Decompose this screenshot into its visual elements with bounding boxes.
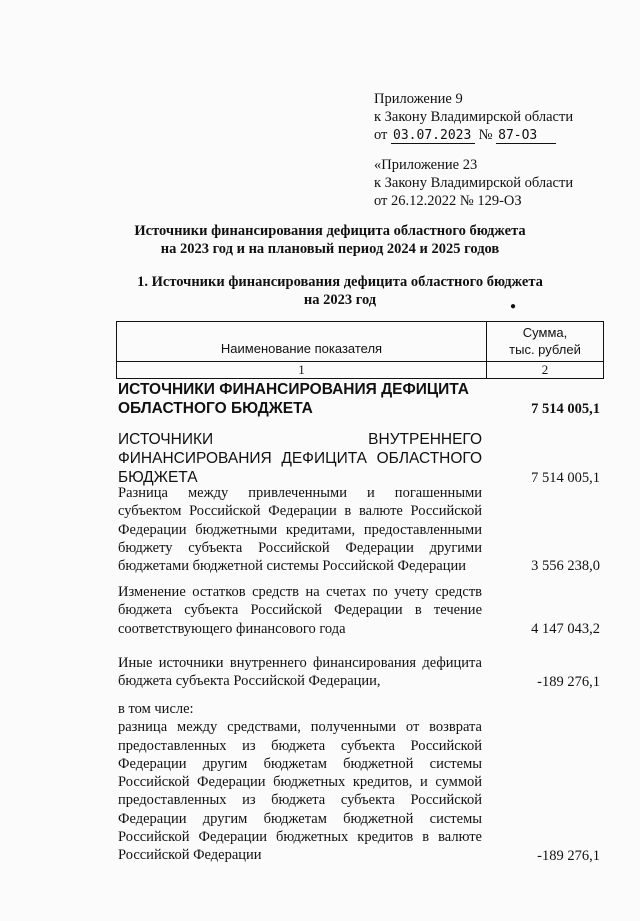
appendix-ref-line1: «Приложение 23 [374,157,478,173]
column-number-1: 1 [117,362,487,378]
row-value: 4 147 043,2 [531,620,600,637]
table-row [118,583,604,638]
number-label: № [478,127,493,143]
appendix-block [374,90,573,144]
header-sum [487,322,603,361]
section-title-line2: на 2023 год [303,292,377,308]
including-label: в том числе: [118,701,194,717]
title-line1: Источники финансирования дефицита областного бюджета [134,223,526,239]
table-row [118,484,604,575]
row-name: Иные источники внутреннего финансирования дефицита бюджета субъекта Российской Федерации, [118,655,482,690]
row-value: -189 276,1 [537,673,600,690]
appendix-line2: к Закону Владимирской области [374,109,574,125]
column-number-2: 2 [541,362,549,377]
section-title [120,273,560,309]
row-name: Разница между привлеченными и погашенными субъектом Российской Федерации в валюте Российской Федерации бюджетными кредитами, предоставленными бюджету субъекта Российской Федерации другими бюджетами бюджетной системы Российской Федерации [118,485,482,575]
row-name-text: разница между средствами, полученными от возврата предоставленных из бюджета субъекта Российской Федерации другим бюджетам бюджетной системы Российской Федерации бюджетных кредитов, и суммой предоставленных из бюджета субъекта Российской Федерации другим бюджетам бюджетной системы Российской Федерации бюджетных кредитов в валюте Российской Федерации [118,719,482,864]
appendix-ref-line3: от 26.12.2022 № 129-ОЗ [374,193,522,209]
table-row [118,380,604,418]
row-name [118,700,482,865]
law-number: 87-ОЗ [496,129,556,144]
table-row [118,430,604,487]
table-row [118,654,604,691]
page-title [100,222,560,258]
header-indicator-name: Наименование показателя [117,322,487,361]
row-name: Изменение остатков средств на счетах по учету средств бюджета субъекта Российской Федерации в течение соответствующего финансового года [118,584,482,637]
row-name [118,380,482,418]
law-date: 03.07.2023 [391,129,475,144]
row-value: 7 514 005,1 [531,401,600,417]
row-name: ИСТОЧНИКИ ВНУТРЕННЕГО ФИНАНСИРОВАНИЯ ДЕФИЦИТА ОБЛАСТНОГО БЮДЖЕТА [118,431,482,486]
stray-mark: ● [510,301,517,312]
table-header [116,321,604,379]
header-sum-line1: Сумма, [522,325,568,340]
row-value: -189 276,1 [537,847,600,864]
header-sum-line2: тыс. рублей [509,342,581,357]
row-value: 3 556 238,0 [531,558,600,575]
title-line2: на 2023 год и на плановый период 2024 и 2025 годов [160,241,500,257]
row-value: 7 514 005,1 [531,470,600,486]
row-name-line1: ИСТОЧНИКИ ФИНАНСИРОВАНИЯ ДЕФИЦИТА [118,381,469,398]
appendix-reference-block [374,156,573,210]
row-name-line2: ОБЛАСТНОГО БЮДЖЕТА [118,400,313,417]
appendix-ref-line2: к Закону Владимирской области [374,175,574,191]
table-header-row [116,321,604,361]
appendix-date-line [374,126,573,144]
appendix-line1: Приложение 9 [374,91,463,107]
table-row [118,700,604,865]
section-title-line1: 1. Источники финансирования дефицита областного бюджета [137,274,543,290]
from-label: от [374,127,388,143]
column-number-row [116,361,604,379]
